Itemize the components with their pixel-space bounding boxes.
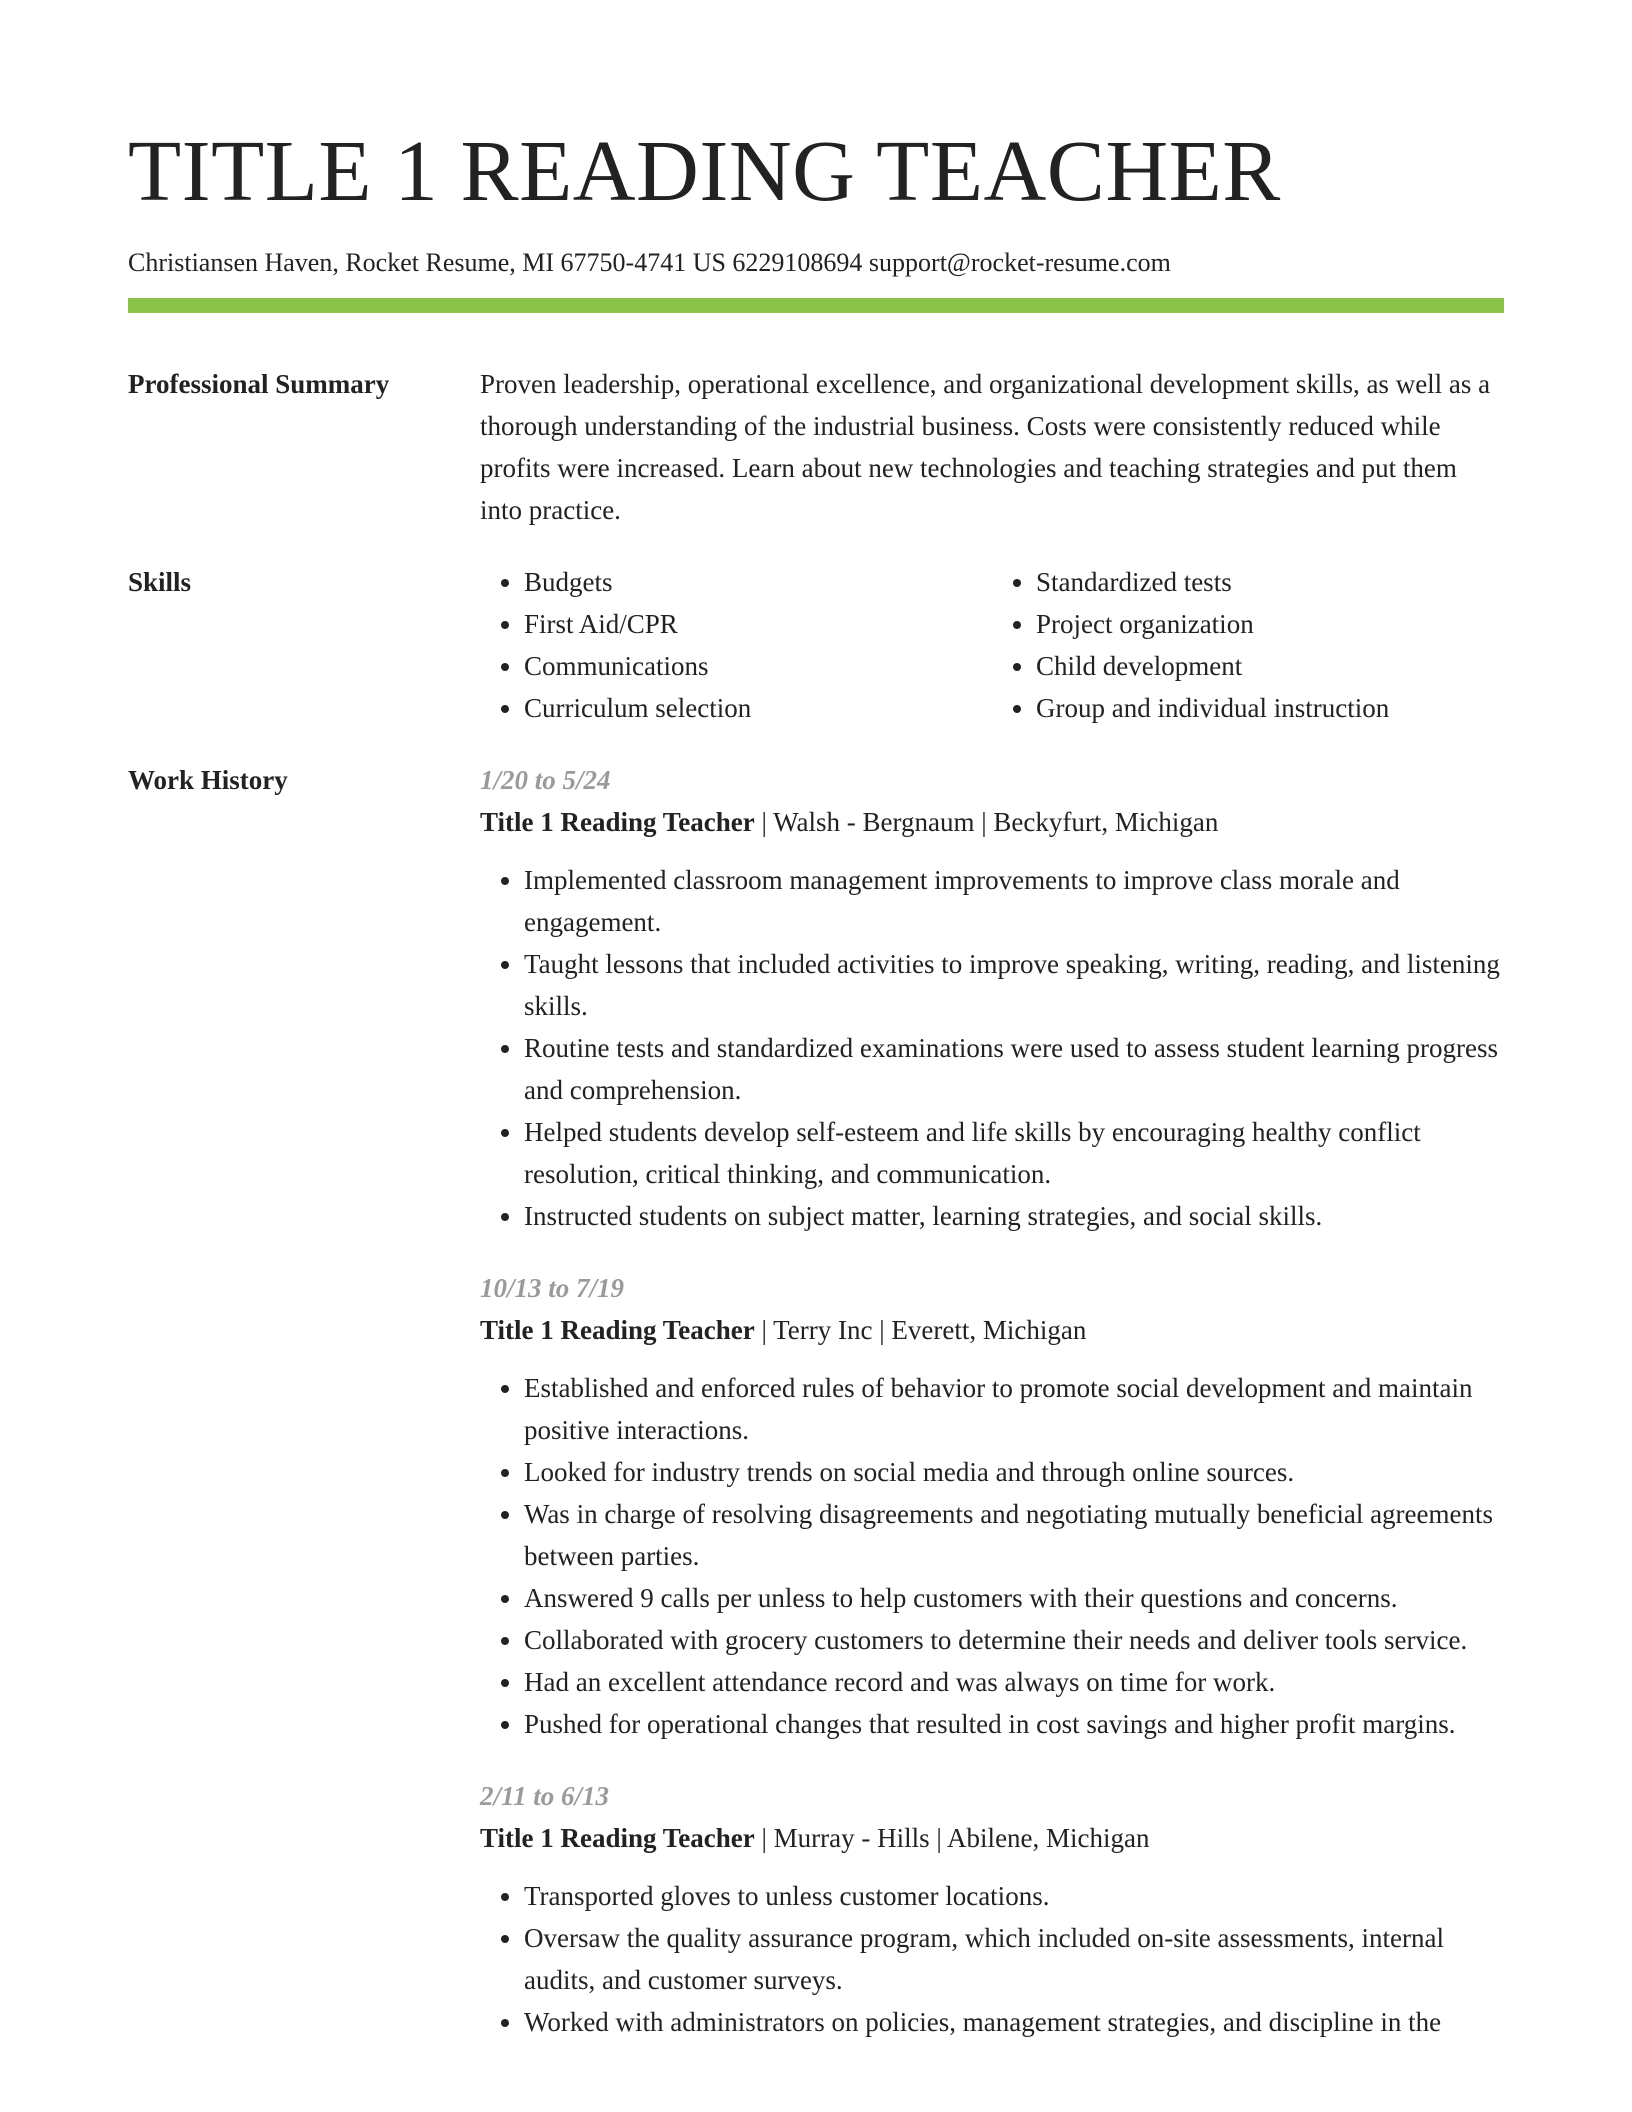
job-bullet: • Helped students develop self-esteem and life skills by encouraging healthy conflict resolution, critical thinking, and communication.: [524, 1111, 1504, 1195]
job-bullet: • Answered 9 calls per unless to help customers with their questions and concerns.: [524, 1577, 1504, 1619]
job-bullet: • Worked with administrators on policies, management strategies, and discipline in the: [524, 2001, 1504, 2043]
accent-divider: [128, 298, 1504, 313]
skill-item: • Standardized tests: [1036, 561, 1504, 603]
section-label-skills: Skills: [128, 567, 192, 597]
resume-page: [128, 0, 1504, 2043]
job-header: [480, 1817, 1504, 1859]
job-bullet-list: [480, 1367, 1504, 1745]
professional-summary-section: [128, 363, 1504, 531]
job-header: [480, 801, 1504, 843]
job-bullet: • Established and enforced rules of behavior to promote social development and maintain positive interactions.: [524, 1367, 1504, 1451]
job-bullet: • Implemented classroom management improvements to improve class morale and engagement.: [524, 859, 1504, 943]
job-bullet: • Pushed for operational changes that resulted in cost savings and higher profit margins.: [524, 1703, 1504, 1745]
job-title: Title 1 Reading Teacher: [480, 1823, 755, 1853]
job-bullet: • Oversaw the quality assurance program, which included on-site assessments, internal audits, and customer surveys.: [524, 1917, 1504, 2001]
job-dates: 10/13 to 7/19: [480, 1273, 625, 1303]
skill-item: • Project organization: [1036, 603, 1504, 645]
professional-summary-text: Proven leadership, operational excellence, and organizational development skills, as well as a thorough understanding of the industrial business. Costs were consistently reduced while profits were increased. Learn about new technologies and teaching strategies and put them into practice.: [480, 369, 1491, 525]
skill-item: • First Aid/CPR: [524, 603, 992, 645]
section-label-work-history: Work History: [128, 765, 288, 795]
job-entry: [480, 1267, 1504, 1745]
skill-item: • Child development: [1036, 645, 1504, 687]
skill-item: • Budgets: [524, 561, 992, 603]
job-bullet-list: [480, 1875, 1504, 2043]
job-bullet-list: [480, 859, 1504, 1237]
work-history-body: [480, 759, 1504, 2043]
job-dates: 1/20 to 5/24: [480, 765, 611, 795]
job-title: Title 1 Reading Teacher: [480, 1315, 755, 1345]
page-title: TITLE 1 READING TEACHER: [128, 122, 1281, 219]
skills-section: [128, 561, 1504, 729]
job-bullet: • Looked for industry trends on social media and through online sources.: [524, 1451, 1504, 1493]
job-entry: [480, 1775, 1504, 2043]
skills-grid: [480, 561, 1504, 729]
skill-item: • Curriculum selection: [524, 687, 992, 729]
contact-line: Christiansen Haven, Rocket Resume, MI 67750-4741 US 6229108694 support@rocket-resume.com: [128, 248, 1171, 277]
professional-summary-body: [480, 363, 1504, 531]
job-bullet: • Collaborated with grocery customers to determine their needs and deliver tools service.: [524, 1619, 1504, 1661]
job-bullet: • Was in charge of resolving disagreements and negotiating mutually beneficial agreements between parties.: [524, 1493, 1504, 1577]
skills-body: [480, 561, 1504, 729]
skills-column-left: [480, 561, 992, 729]
work-history-section: [128, 759, 1504, 2043]
job-dates: 2/11 to 6/13: [480, 1781, 610, 1811]
job-details: | Terry Inc | Everett, Michigan: [754, 1315, 1087, 1345]
skill-item: • Group and individual instruction: [1036, 687, 1504, 729]
job-bullet: • Routine tests and standardized examinations were used to assess student learning progress and comprehension.: [524, 1027, 1504, 1111]
job-bullet: • Transported gloves to unless customer locations.: [524, 1875, 1504, 1917]
job-bullet: • Taught lessons that included activities to improve speaking, writing, reading, and listening skills.: [524, 943, 1504, 1027]
skills-column-right: [992, 561, 1504, 729]
job-header: [480, 1309, 1504, 1351]
job-bullet: • Had an excellent attendance record and was always on time for work.: [524, 1661, 1504, 1703]
job-bullet: • Instructed students on subject matter, learning strategies, and social skills.: [524, 1195, 1504, 1237]
job-entry: [480, 759, 1504, 1237]
job-details: | Walsh - Bergnaum | Beckyfurt, Michigan: [754, 807, 1219, 837]
job-title: Title 1 Reading Teacher: [480, 807, 755, 837]
section-label-professional-summary: Professional Summary: [128, 369, 390, 399]
skill-item: • Communications: [524, 645, 992, 687]
job-details: | Murray - Hills | Abilene, Michigan: [754, 1823, 1150, 1853]
